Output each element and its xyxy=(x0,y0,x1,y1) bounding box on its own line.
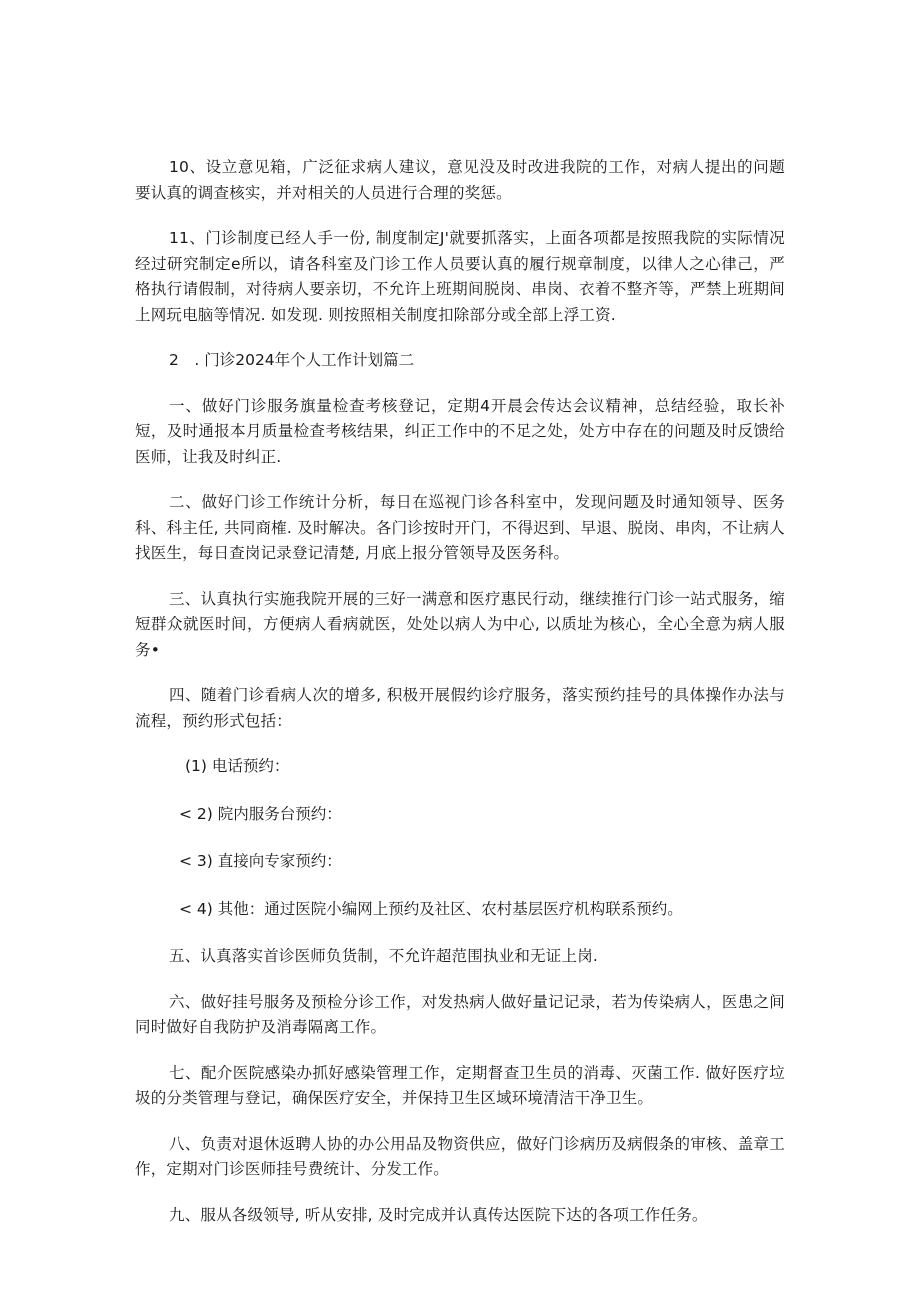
paragraph-10: 10、设立意见箱，广泛征求病人建议，意见没及时改进我院的工作，对病人提出的问题要认真的调查核实，并对相关的人员进行合理的奖惩。 xyxy=(135,158,785,202)
paragraph-one: 一、做好门诊服务旗量检查考核登记，定期4开晨会传达会议精神，总结经验，取长补短，及时通报本月质量检查考核结果，纠正工作中的不足之处，处方中存在的问题及时反馈给医师，让我及时纠正. xyxy=(135,396,785,466)
list-item: < 2) 院内服务台预约： xyxy=(179,804,342,823)
list-item: (1) 电话预约： xyxy=(185,757,290,775)
list-item: < 3) 直接向专家预约： xyxy=(179,852,342,870)
paragraph-six: 六、做好挂号服务及预检分诊工作，对发热病人做好量记记录，若为传染病人，医患之间同时做好自我防护及消毒隔离工作。 xyxy=(135,992,785,1036)
paragraph-four: 四、随着门诊看病人次的增多, 积极开展假约诊疗服务，落实预约挂号的具体操作办法与流程，预约形式包括： xyxy=(135,686,785,730)
document-page xyxy=(135,155,785,1248)
paragraph-two: 二、做好门诊工作统计分析，每日在巡视门诊各科室中，发现问题及时通知领导、医务科、科主任, 共同商榷. 及时解决。各门诊按时开门，不得迟到、早退、脱岗、串肉，不让病人找医生，每日查岗记录登记清楚, 月底上报分管领导及医务科。 xyxy=(135,493,785,562)
paragraph-seven: 七、配介医院感染办抓好感染管理工作，定期督查卫生员的消毒、灭菌工作. 做好医疗垃圾的分类管理与登记，确保医疗安全，并保持卫生区域环境清洁干净卫生。 xyxy=(135,1063,785,1107)
paragraph-11: 11、门诊制度已经人手一份, 制度制定J'就要抓落实，上面各项都是按照我院的实际情况经过研究制定e所以，请各科室及门诊工作人员要认真的履行规章制度，以律人之心律己，严格执行请假制，对待病人要亲切，不允许上班期间脱岗、串岗、衣着不整齐等，严禁上班期间上网玩电脑等情况. 如发现. 则按照相关制度扣除部分或全部上浮工资. xyxy=(135,229,785,324)
paragraph-five: 五、认真落实首诊医师负货制，不允许超范围执业和无证上岗. xyxy=(169,947,599,965)
paragraph-eight: 八、负责对退休返聘人协的办公用品及物资供应，做好门诊病历及病假条的审核、盖章工作，定期对门诊医师挂号费统计、分发工作。 xyxy=(135,1134,785,1178)
section-heading: 2 . 门诊2024年个人工作计划篇二 xyxy=(169,351,415,369)
list-item: < 4) 其他：通过医院小编网上预约及社区、农村基层医疗机构联系预约。 xyxy=(179,899,683,918)
paragraph-three: 三、认真执行实施我院开展的三好一满意和医疗惠民行动，继续推行门诊一站式服务，缩短群众就医时间，方便病人看病就医，处处以病人为中心, 以质址为核心，全心全意为病人服务• xyxy=(135,589,785,659)
paragraph-nine: 九、服从各级领导, 听从安排, 及时完成并认真传达医院下达的各项工作任务。 xyxy=(169,1205,708,1224)
